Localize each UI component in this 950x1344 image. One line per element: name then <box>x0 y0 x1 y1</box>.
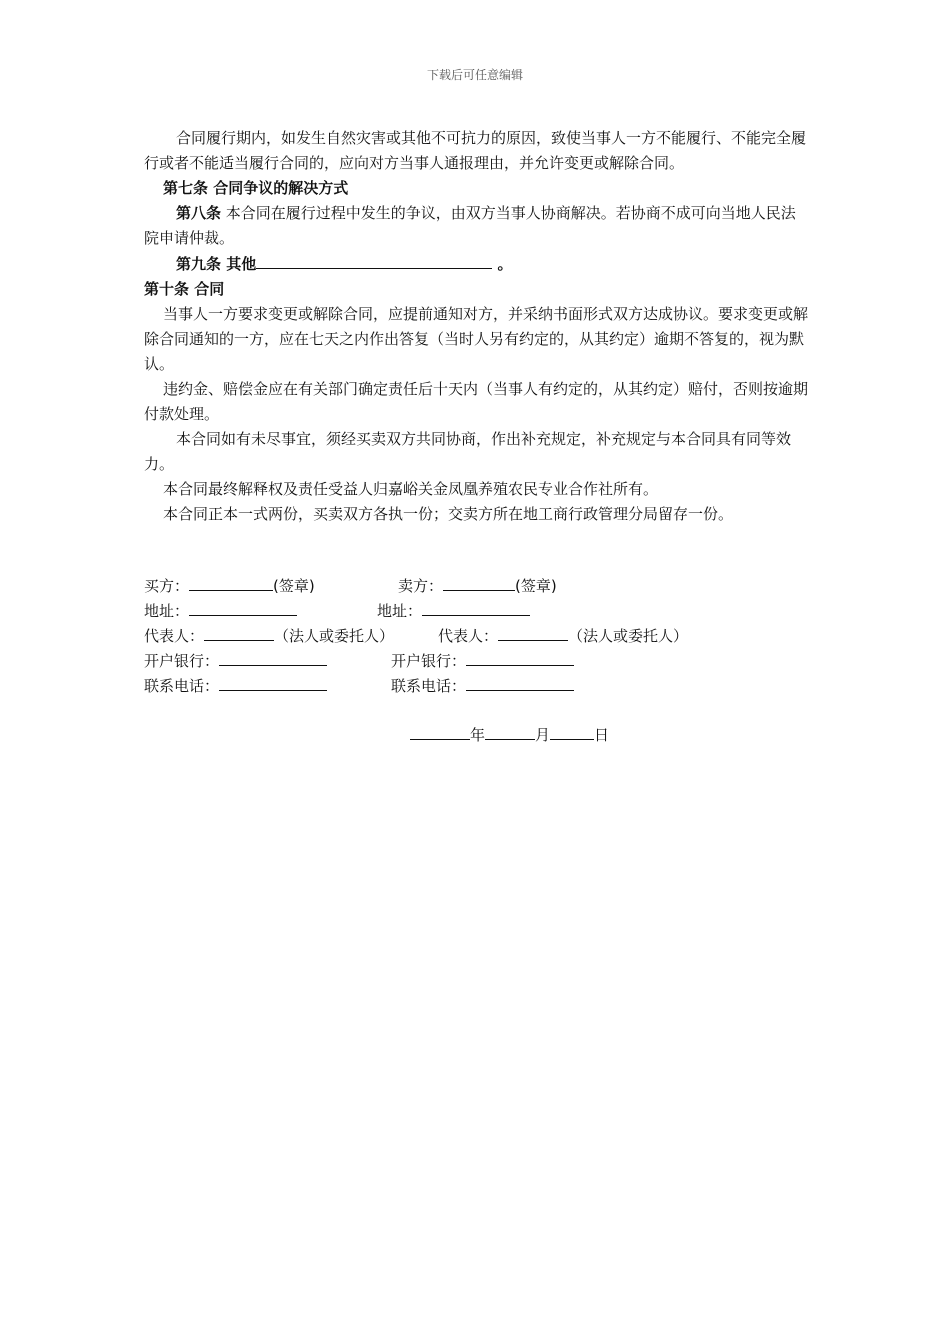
seller-address-blank <box>422 598 530 616</box>
buyer-rep-note: （法人或委托人） <box>274 627 395 645</box>
buyer-bank-label: 开户银行： <box>144 652 220 670</box>
seller-blank <box>443 573 515 591</box>
buyer-bank-field <box>144 648 327 674</box>
buyer-phone-label: 联系电话： <box>144 677 220 695</box>
seller-field <box>398 573 557 599</box>
buyer-address-label: 地址： <box>144 602 190 620</box>
force-majeure-paragraph: 合同履行期内，如发生自然灾害或其他不可抗力的原因，致使当事人一方不能履行、不能完全履行或者不能适当履行合同的，应向对方当事人通报理由，并允许变更或解除合同。 <box>144 129 807 172</box>
contract-body <box>144 126 808 527</box>
seller-seal: (签章) <box>515 577 557 595</box>
date-line <box>410 722 609 748</box>
seller-phone-field <box>391 673 574 699</box>
buyer-rep-label: 代表人： <box>144 627 205 645</box>
buyer-rep-field <box>144 623 394 649</box>
buyer-phone-field <box>144 673 327 699</box>
change-paragraph: 当事人一方要求变更或解除合同，应提前通知对方，并采纳书面形式双方达成协议。要求变更或解除合同通知的一方，应在七天之内作出答复（当时人另有约定的，从其约定）逾期不答复的，视为默认。 <box>144 305 809 373</box>
seller-rep-blank <box>498 623 568 641</box>
seller-rep-field <box>438 623 688 649</box>
article-8-text: 本合同在履行过程中发生的争议，由双方当事人协商解决。若协商不成可向当地人民法院申请仲裁。 <box>144 204 796 247</box>
seller-phone-label: 联系电话： <box>391 677 467 695</box>
seller-phone-blank <box>466 673 574 691</box>
buyer-address-blank <box>189 598 297 616</box>
article-9-paragraph <box>144 251 808 277</box>
buyer-field <box>144 573 315 599</box>
seller-rep-note: （法人或委托人） <box>568 627 689 645</box>
day-label: 日 <box>594 726 610 744</box>
month-blank <box>485 722 535 740</box>
year-blank <box>410 722 470 740</box>
seller-rep-label: 代表人： <box>438 627 499 645</box>
seller-bank-label: 开户银行： <box>391 652 467 670</box>
month-label: 月 <box>535 726 551 744</box>
article-9-blank <box>256 251 492 269</box>
page-header: 下载后可任意编辑 <box>426 68 523 82</box>
article-10-title: 第十条 合同 <box>144 280 225 298</box>
buyer-rep-blank <box>204 623 274 641</box>
seller-label: 卖方： <box>398 577 444 595</box>
buyer-address-field <box>144 598 297 624</box>
buyer-blank <box>189 573 273 591</box>
copies-paragraph: 本合同正本一式两份，买卖双方各执一份；交卖方所在地工商行政管理分局留存一份。 <box>163 505 734 523</box>
seller-address-label: 地址： <box>377 602 423 620</box>
article-8-title: 第八条 <box>176 204 222 222</box>
year-label: 年 <box>470 726 486 744</box>
seller-bank-field <box>391 648 574 674</box>
article-9-title: 第九条 其他 <box>176 255 257 273</box>
seller-address-field <box>377 598 530 624</box>
seller-bank-blank <box>466 648 574 666</box>
penalty-paragraph: 违约金、赔偿金应在有关部门确定责任后十天内（当事人有约定的，从其约定）赔付，否则按逾期付款处理。 <box>144 380 809 423</box>
supplement-paragraph: 本合同如有未尽事宜，须经买卖双方共同协商，作出补充规定，补充规定与本合同具有同等效力。 <box>144 430 792 473</box>
day-blank <box>550 722 594 740</box>
buyer-seal: (签章) <box>273 577 315 595</box>
buyer-label: 买方： <box>144 577 190 595</box>
article-9-end: 。 <box>492 255 513 273</box>
buyer-phone-blank <box>219 673 327 691</box>
article-7-title: 第七条 合同争议的解决方式 <box>163 179 349 197</box>
interpretation-paragraph: 本合同最终解释权及责任受益人归嘉峪关金凤凰养殖农民专业合作社所有。 <box>163 480 659 498</box>
buyer-bank-blank <box>219 648 327 666</box>
article-8-paragraph <box>144 201 808 251</box>
